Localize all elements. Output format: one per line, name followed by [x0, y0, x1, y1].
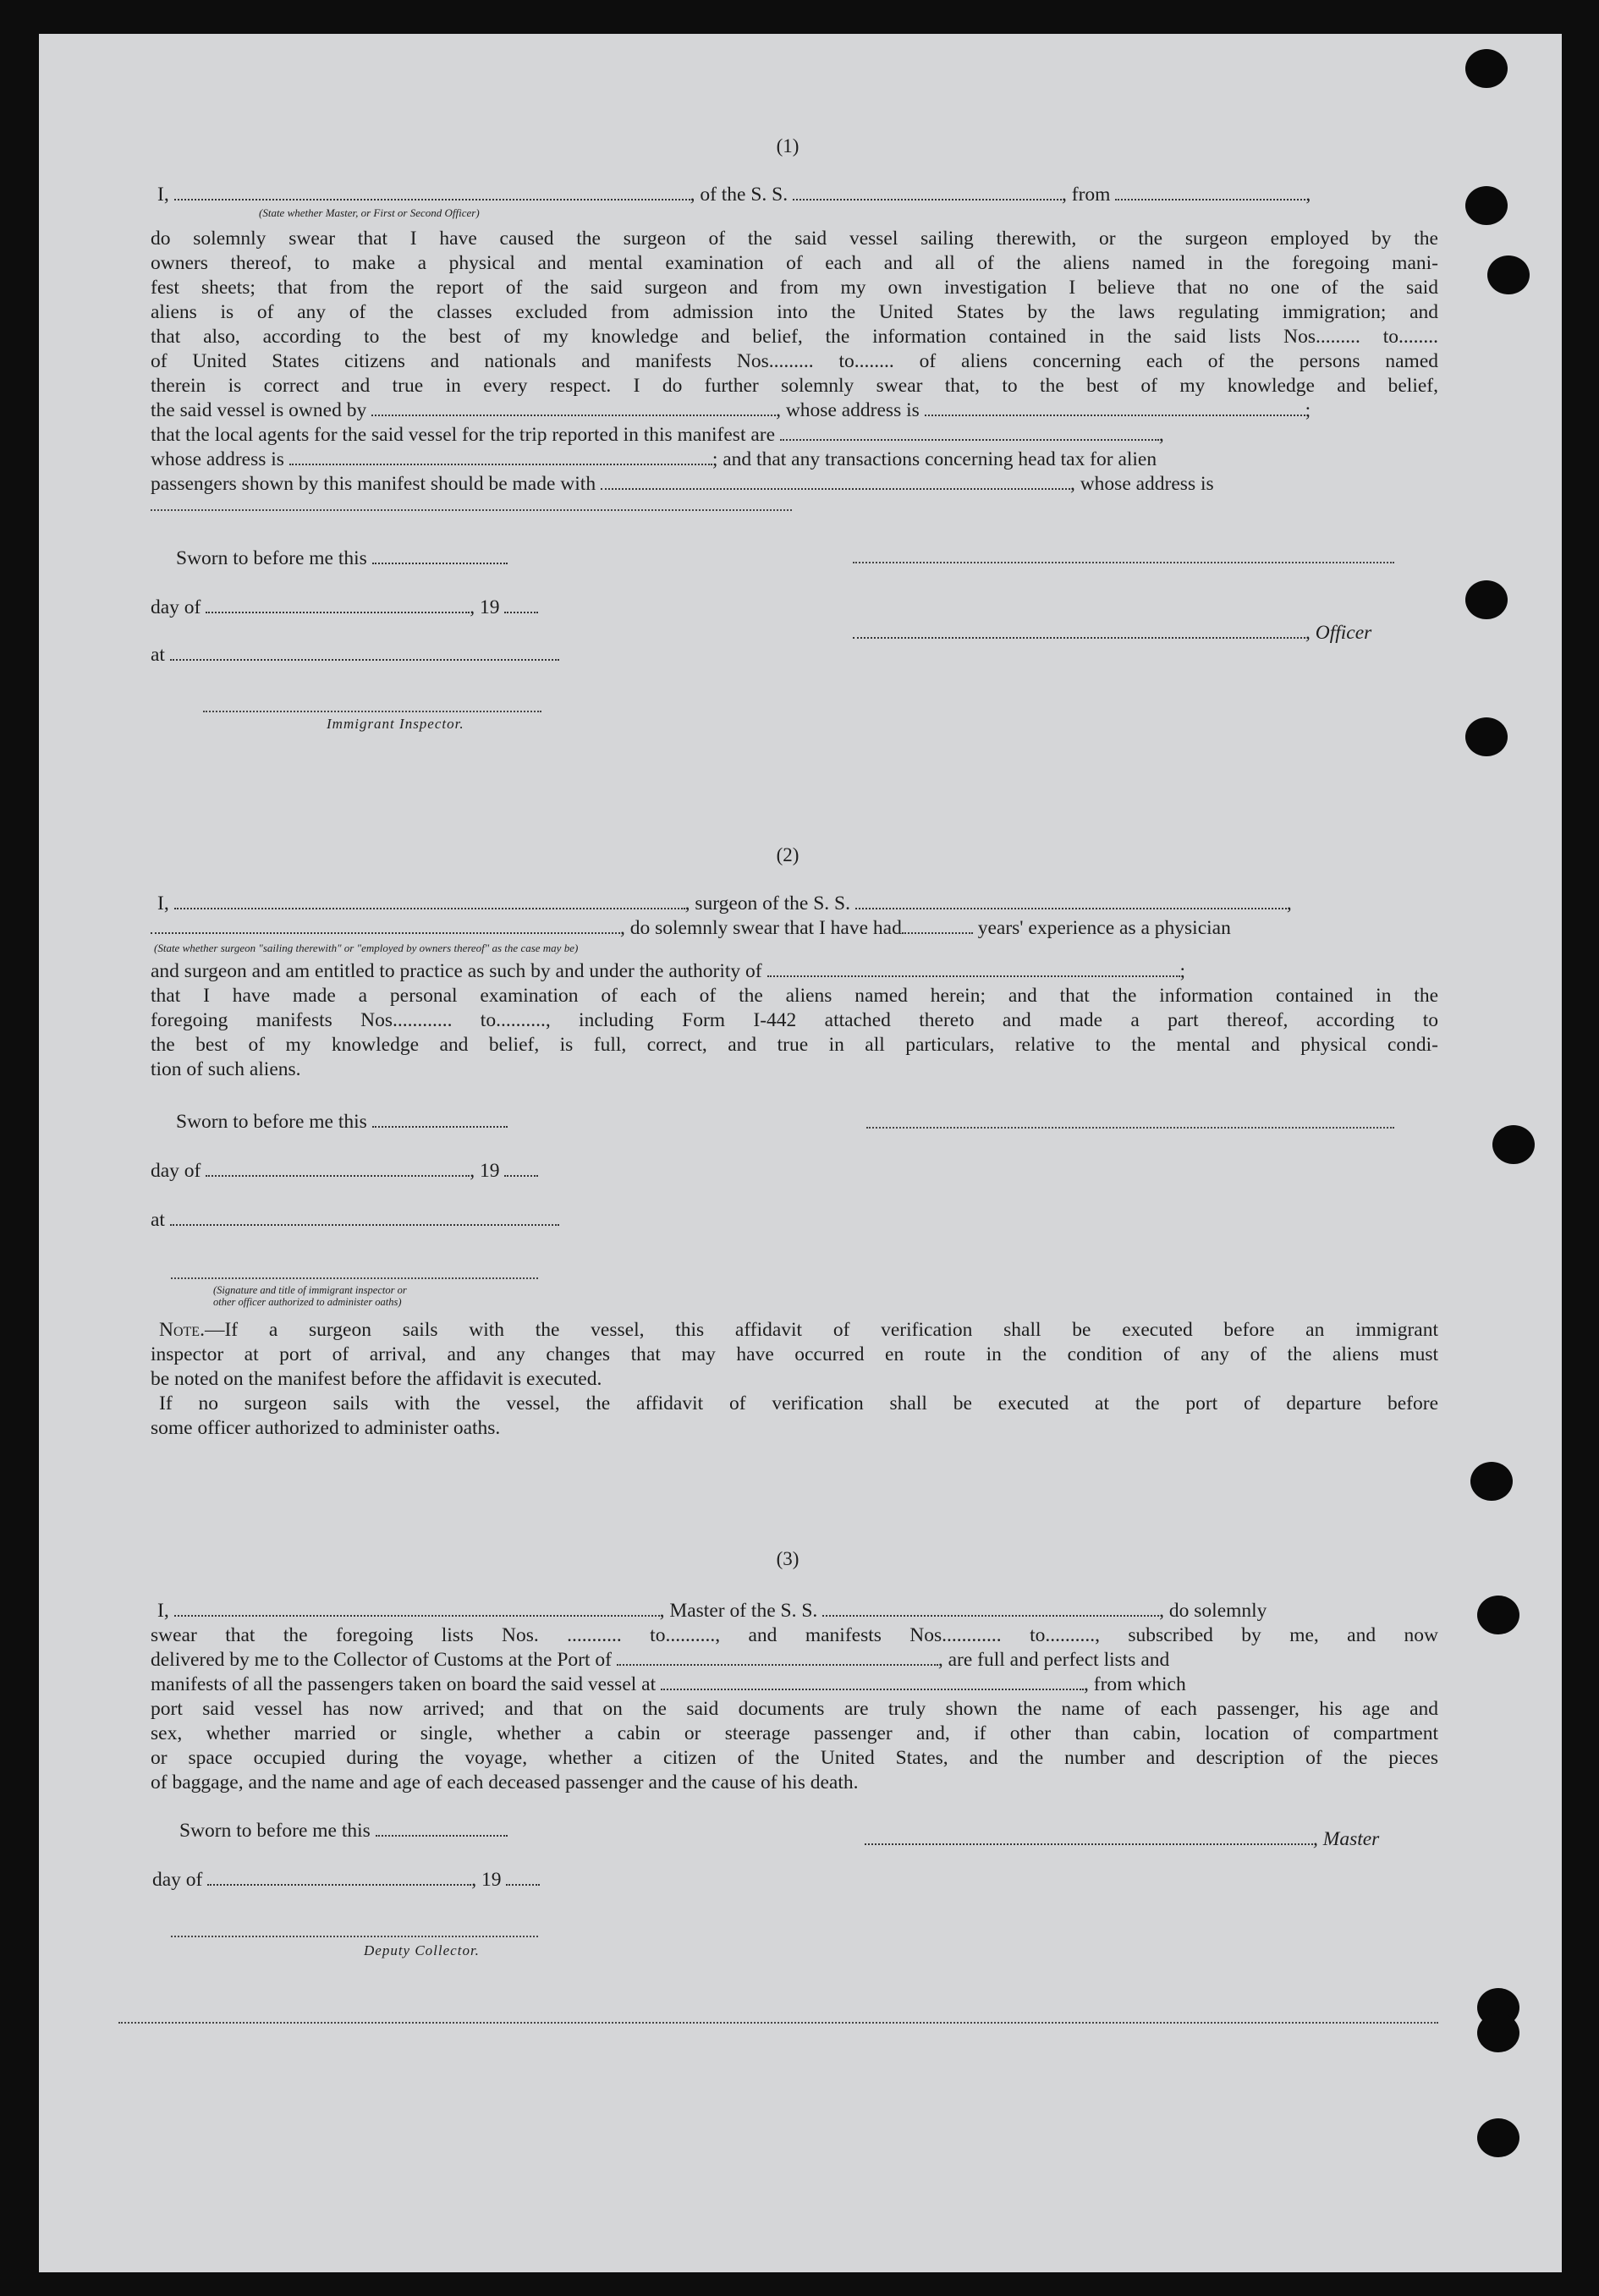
- section-2-text: tion of such aliens.: [151, 1058, 301, 1080]
- text: , 19: [470, 1160, 500, 1182]
- text: that the local agents for the said vessel for the trip reported in this manifest are: [151, 424, 776, 446]
- authority-line: and surgeon and am entitled to practice as such by and under the authority of ;: [151, 960, 1186, 982]
- text: and surgeon and am entitled to practice as such by and under the authority of: [151, 960, 762, 982]
- surgeon-signature-blank: [866, 1127, 1394, 1129]
- sworn-line: [179, 1819, 508, 1843]
- text: ; and that any transactions concerning head tax for alien: [712, 448, 1157, 470]
- year-blank: [506, 1870, 540, 1886]
- punch-hole: [1465, 186, 1508, 225]
- month-blank: [207, 1870, 471, 1886]
- year-blank: [504, 598, 538, 613]
- text: the said vessel is owned by: [151, 399, 367, 421]
- head-tax-line: [151, 472, 1214, 497]
- officer-name-blank: [174, 185, 690, 200]
- text: , whose address is: [776, 399, 920, 421]
- punch-hole: [1492, 1125, 1535, 1164]
- agents-address-blank: [289, 450, 712, 465]
- owner-blank: [371, 401, 776, 416]
- place-blank: [170, 645, 559, 661]
- owner-line: the said vessel is owned by , whose address is ;: [151, 399, 1311, 421]
- punch-hole: [1477, 2118, 1519, 2157]
- section-1-text: owners thereof, to make a physical and mental examination of each and all of the aliens named in the foregoing mani-: [151, 252, 1438, 274]
- note-text: If no surgeon sails with the vessel, the affidavit of verification shall be executed at the port of departure before: [159, 1392, 1438, 1414]
- text: , do solemnly swear that I have had: [620, 917, 902, 939]
- document-page: [39, 34, 1562, 2272]
- text: Sworn to before me this: [179, 1820, 371, 1842]
- collector-signature-blank: [171, 1936, 538, 1937]
- sworn-date-blank: [372, 1112, 508, 1128]
- section-3-text: or space occupied during the voyage, whether a citizen of the United States, and the number and description of the pieces: [151, 1747, 1438, 1769]
- text: I,: [157, 1600, 169, 1622]
- text: Sworn to before me this: [176, 1111, 367, 1133]
- signature-note: other officer authorized to administer oaths): [213, 1296, 402, 1308]
- master-name-blank: [174, 1601, 660, 1617]
- at-line: [151, 643, 559, 667]
- text: delivered by me to the Collector of Customs at the Port of: [151, 1649, 612, 1671]
- year-blank: [504, 1162, 538, 1177]
- section-1-text: do solemnly swear that I have caused the surgeon of the said vessel sailing therewith, or the surgeon employed by the: [151, 228, 1438, 250]
- ship-name-blank: [855, 894, 1287, 909]
- officer-label: , Officer: [1305, 622, 1372, 644]
- sworn-date-blank: [376, 1821, 508, 1837]
- years-blank: [902, 919, 973, 934]
- sworn-line: [176, 1110, 508, 1134]
- section-1-text: fest sheets; that from the report of the said surgeon and from my own investigation I believe that no one of the said: [151, 277, 1438, 299]
- text: day of: [151, 596, 201, 618]
- officer-line: [853, 621, 1371, 645]
- agents-line: that the local agents for the said vessel for the trip reported in this manifest are ,: [151, 424, 1164, 446]
- port-blank: [617, 1651, 938, 1666]
- place-blank: [170, 1211, 559, 1226]
- section-2-line-2: [151, 916, 1231, 941]
- sworn-date-blank: [372, 549, 508, 564]
- note-label: Note.: [159, 1319, 205, 1341]
- text: passengers shown by this manifest should be made with: [151, 473, 596, 495]
- month-blank: [206, 598, 470, 613]
- section-1-text: therein is correct and true in every respect. I do further solemnly swear that, to the best of my knowledge and belief,: [151, 375, 1438, 397]
- bottom-rule: [118, 2022, 1438, 2024]
- departure-port-blank: [661, 1675, 1084, 1690]
- collector-caption: Deputy Collector.: [364, 1942, 480, 1958]
- text: , from which: [1084, 1673, 1186, 1695]
- text: I,: [157, 893, 169, 915]
- text: years' experience as a physician: [977, 917, 1231, 939]
- month-blank: [206, 1162, 470, 1177]
- at-line: [151, 1208, 559, 1233]
- section-2-number: (2): [776, 844, 800, 865]
- section-2-line-1: I, , surgeon of the S. S. ,: [157, 893, 1292, 915]
- text: , do solemnly: [1159, 1600, 1267, 1622]
- port-line: [151, 1648, 1169, 1673]
- text: Sworn to before me this: [176, 547, 367, 569]
- text: I,: [157, 184, 169, 206]
- text: , of the S. S.: [690, 184, 789, 206]
- officer-signature-blank: [853, 562, 1394, 563]
- section-3-text: port said vessel has now arrived; and that on the said documents are truly shown the name of each passenger, his age and: [151, 1698, 1438, 1720]
- ship-name-blank: [793, 185, 1062, 200]
- signature-note: (Signature and title of immigrant inspector or: [213, 1284, 407, 1296]
- authority-blank: [767, 962, 1180, 977]
- owner-address-blank: [925, 401, 1305, 416]
- section-1-number: (1): [776, 135, 800, 157]
- agents-blank: [780, 426, 1159, 441]
- sworn-line: [176, 547, 508, 571]
- departure-line: [151, 1673, 1186, 1697]
- section-1-text: that also, according to the best of my knowledge and belief, the information contained in the said lists Nos......... to........: [151, 326, 1438, 348]
- section-1-line-1: I, , of the S. S. , from ,: [157, 184, 1311, 206]
- text: , are full and perfect lists and: [937, 1649, 1170, 1671]
- note-text: be noted on the manifest before the affidavit is executed.: [151, 1368, 602, 1390]
- section-3-text: of baggage, and the name and age of each deceased passenger and the cause of his death.: [151, 1771, 859, 1793]
- ship-name-blank: [822, 1601, 1159, 1617]
- section-2-text: the best of my knowledge and belief, is full, correct, and true in all particulars, relative to the mental and physical condi-: [151, 1034, 1438, 1056]
- inspector-caption: Immigrant Inspector.: [327, 716, 464, 732]
- punch-hole: [1477, 1596, 1519, 1634]
- section-3-text: sex, whether married or single, whether a cabin or steerage passenger and, if other than cabin, location of compartment: [151, 1722, 1438, 1744]
- section-3-number: (3): [776, 1548, 800, 1569]
- master-label: , Master: [1313, 1828, 1380, 1850]
- head-tax-blank: [601, 475, 1070, 490]
- day-line: [151, 1159, 538, 1184]
- text: , surgeon of the S. S.: [684, 893, 850, 915]
- day-line: [151, 596, 538, 620]
- text: day of: [152, 1869, 203, 1891]
- section-1-text: aliens is of any of the classes excluded from admission into the United States by the laws regulating immigration; and: [151, 301, 1438, 323]
- surgeon-status-note: (State whether surgeon "sailing therewith" or "employed by owners thereof" as the case may be): [154, 942, 579, 954]
- note-text: inspector at port of arrival, and any changes that may have occurred en route in the condition of any of the aliens must: [151, 1343, 1438, 1365]
- from-port-blank: [1115, 185, 1305, 200]
- text: —If a surgeon sails with the vessel, this affidavit of verification shall be executed before an immigrant: [204, 1319, 1438, 1341]
- inspector-signature-blank: [171, 1277, 538, 1279]
- officer-signature-blank: [853, 623, 1305, 639]
- day-line: [152, 1868, 540, 1892]
- text: , whose address is: [1069, 473, 1214, 495]
- section-1-text: of United States citizens and nationals and manifests Nos......... to........ of aliens concerning each of the persons named: [151, 350, 1438, 372]
- text: , 19: [470, 596, 500, 618]
- inspector-signature-blank: [203, 711, 541, 712]
- punch-hole: [1470, 1462, 1513, 1501]
- punch-hole: [1487, 255, 1530, 294]
- punch-hole: [1477, 2013, 1519, 2052]
- note-line: [159, 1318, 1438, 1343]
- note-text: some officer authorized to administer oaths.: [151, 1417, 501, 1439]
- section-3-text: swear that the foregoing lists Nos. ........... to.........., and manifests Nos............ to.........., subscribed by me, and now: [151, 1624, 1438, 1646]
- text: day of: [151, 1160, 201, 1182]
- punch-hole: [1465, 580, 1508, 619]
- section-3-line-1: [157, 1599, 1267, 1623]
- punch-hole: [1465, 717, 1508, 756]
- punch-hole: [1465, 49, 1508, 88]
- section-2-text: foregoing manifests Nos............ to.........., including Form I-442 attached thereto and made a part thereof, according to: [151, 1009, 1438, 1031]
- text: at: [151, 644, 165, 666]
- text: manifests of all the passengers taken on board the said vessel at: [151, 1673, 657, 1695]
- section-2-text: that I have made a personal examination of each of the aliens named herein; and that the information contained in the: [151, 985, 1438, 1007]
- text: at: [151, 1209, 165, 1231]
- surgeon-status-blank: [151, 919, 620, 934]
- text: , Master of the S. S.: [659, 1600, 818, 1622]
- master-signature-blank: [865, 1830, 1313, 1845]
- surgeon-name-blank: [174, 894, 685, 909]
- agents-address-line: [151, 448, 1157, 472]
- master-signature-line: [865, 1827, 1379, 1852]
- text: , from: [1062, 184, 1111, 206]
- officer-rank-note: (State whether Master, or First or Second Officer): [259, 206, 480, 219]
- text: , 19: [471, 1869, 502, 1891]
- text: whose address is: [151, 448, 284, 470]
- address-blank: [151, 509, 792, 511]
